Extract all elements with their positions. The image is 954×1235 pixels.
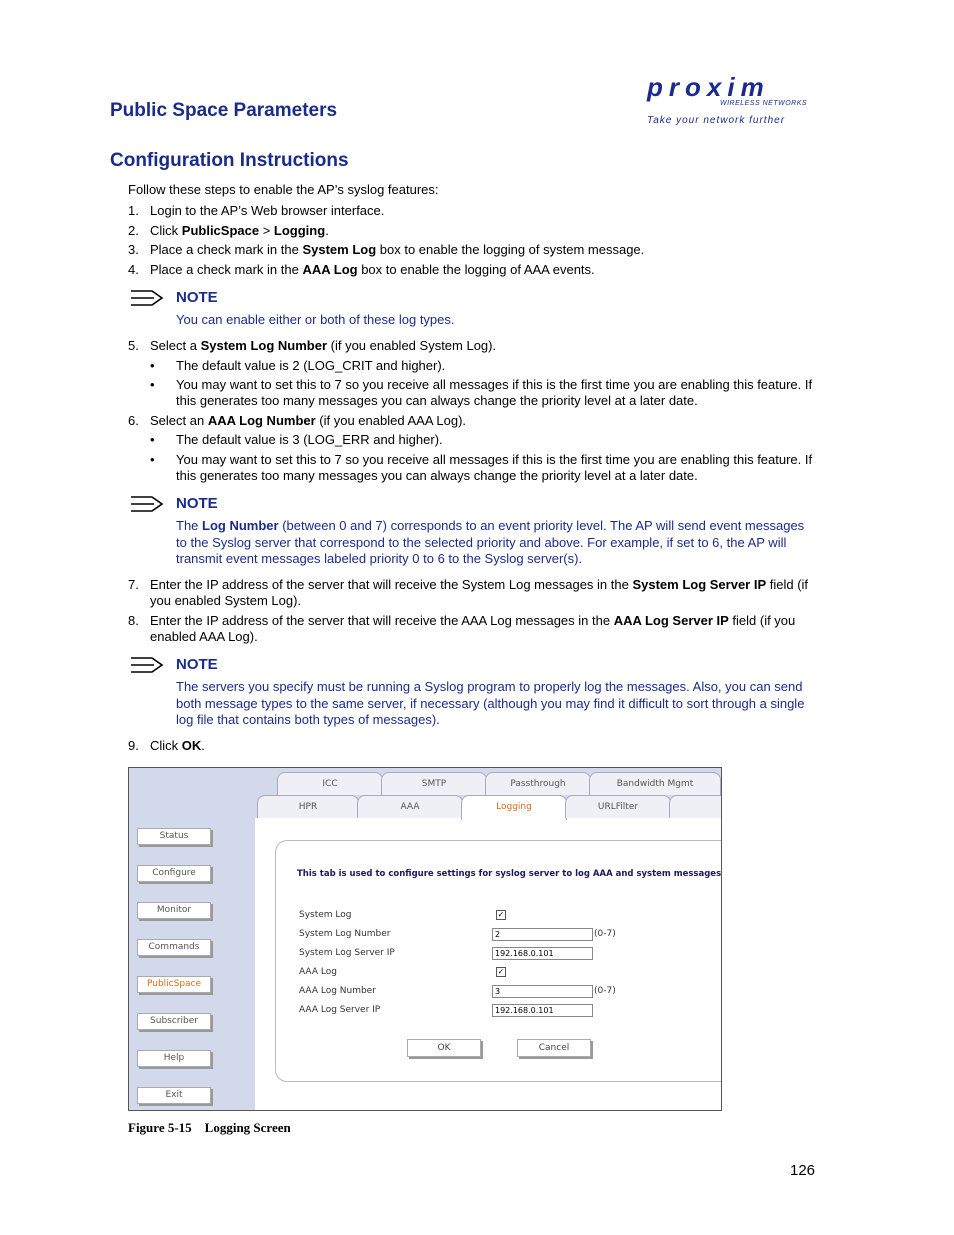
tab-urlfilter[interactable]: URLFilter — [565, 795, 671, 818]
note-2-text: The Log Number (between 0 and 7) corresponds to an event priority level. The AP will send event messages to the Syslog server that correspond to the selected priority and above. For example, if set to 6, the AP will transmit event messages labeled priority 0 to 6 to the Syslog server(s). — [176, 518, 805, 566]
tab-passthrough[interactable]: Passthrough — [485, 772, 591, 795]
note-3-text: The servers you specify must be running a Syslog program to properly log the messages. Also, you can send both message types to the same server, if necessary (although you may find it difficult to sort through a single log file that contains both types of messages). — [176, 679, 805, 727]
nav-commands-button[interactable]: Commands — [137, 939, 211, 956]
aaa-log-checkbox[interactable]: ✓ — [497, 967, 505, 976]
tab-logging[interactable]: Logging — [461, 795, 567, 820]
note-label: NOTE — [176, 495, 218, 512]
nav-sidebar — [129, 768, 255, 1110]
bullet: • — [150, 452, 155, 467]
cancel-button[interactable]: Cancel — [517, 1039, 591, 1057]
step-5-text: Select a System Log Number (if you enabled System Log). — [150, 338, 497, 353]
nav-status-button[interactable]: Status — [137, 828, 211, 845]
step-number: 4. — [128, 262, 139, 277]
note-icon — [130, 657, 164, 673]
logging-screen-figure — [128, 767, 722, 1111]
aaa-log-number-input[interactable]: 3 — [492, 985, 593, 998]
step-number: 6. — [128, 413, 139, 428]
tab-bandwidth-mgmt[interactable]: Bandwidth Mgmt — [589, 772, 721, 795]
tab-smtp[interactable]: SMTP — [381, 772, 487, 795]
aaa-log-label: AAA Log — [299, 967, 337, 977]
system-log-checkbox[interactable]: ✓ — [497, 910, 505, 919]
nav-configure-button[interactable]: Configure — [137, 865, 211, 882]
bullet: • — [150, 432, 155, 447]
step-6-text: Select an AAA Log Number (if you enabled AAA Log). — [150, 413, 467, 428]
note-1-text: You can enable either or both of these log types. — [176, 312, 455, 327]
step-7-text: Enter the IP address of the server that will receive the System Log messages in the System Log Server IP field (if you enabled System Log). — [150, 577, 809, 608]
bullet: • — [150, 377, 155, 392]
proxim-logo — [645, 72, 815, 132]
section-title: Public Space Parameters — [110, 100, 338, 121]
nav-exit-button[interactable]: Exit — [137, 1087, 211, 1104]
step-9-text: Click OK. — [150, 738, 205, 753]
note-label: NOTE — [176, 656, 218, 673]
intro-text: Follow these steps to enable the AP’s syslog features: — [128, 182, 439, 197]
nav-subscriber-button[interactable]: Subscriber — [137, 1013, 211, 1030]
nav-help-button[interactable]: Help — [137, 1050, 211, 1067]
step-5-bullet-1: The default value is 2 (LOG_CRIT and higher). — [176, 358, 446, 373]
figure-caption: Figure 5-15 Logging Screen — [128, 1120, 291, 1135]
logo-word: proxim — [647, 72, 770, 102]
step-2-text: Click PublicSpace > Logging. — [150, 223, 329, 238]
ok-button[interactable]: OK — [407, 1039, 481, 1057]
system-log-label: System Log — [299, 910, 352, 920]
system-log-number-label: System Log Number — [299, 929, 391, 939]
aaa-log-server-ip-label: AAA Log Server IP — [299, 1005, 381, 1015]
step-number: 9. — [128, 738, 139, 753]
logo-tagline: Take your network further — [647, 115, 786, 126]
tab-spacer — [669, 795, 722, 818]
note-icon — [130, 290, 164, 306]
step-number: 7. — [128, 577, 139, 592]
tab-hpr[interactable]: HPR — [257, 795, 359, 818]
page-number: 126 — [790, 1162, 816, 1179]
system-log-number-range: (0-7) — [594, 929, 616, 939]
step-3-text: Place a check mark in the System Log box to enable the logging of system message. — [150, 242, 645, 257]
step-number: 5. — [128, 338, 139, 353]
step-number: 2. — [128, 223, 139, 238]
aaa-log-number-range: (0-7) — [594, 986, 616, 996]
note-label: NOTE — [176, 289, 218, 306]
step-1-text: Login to the AP’s Web browser interface. — [150, 203, 385, 218]
panel-description: This tab is used to configure settings for syslog server to log AAA and system messages — [297, 869, 722, 879]
page-heading: Configuration Instructions — [110, 150, 349, 171]
aaa-log-number-label: AAA Log Number — [299, 986, 376, 996]
step-number: 3. — [128, 242, 139, 257]
system-log-number-input[interactable]: 2 — [492, 928, 593, 941]
step-number: 8. — [128, 613, 139, 628]
step-5-bullet-2: You may want to set this to 7 so you receive all messages if this is the first time you are enabling this feature. If this generates too many messages you can always change the priority level at a later date. — [176, 377, 813, 408]
step-4-text: Place a check mark in the AAA Log box to enable the logging of AAA events. — [150, 262, 595, 277]
system-log-server-ip-label: System Log Server IP — [299, 948, 395, 958]
step-number: 1. — [128, 203, 139, 218]
bullet: • — [150, 358, 155, 373]
note-icon — [130, 496, 164, 512]
step-6-bullet-1: The default value is 3 (LOG_ERR and higher). — [176, 432, 443, 447]
tab-aaa[interactable]: AAA — [357, 795, 463, 818]
tab-icc[interactable]: ICC — [277, 772, 383, 795]
logo-subtitle: WIRELESS NETWORKS — [720, 100, 808, 107]
step-6-bullet-2: You may want to set this to 7 so you receive all messages if this is the first time you are enabling this feature. If this generates too many messages you can always change the priority level at a later date. — [176, 452, 813, 483]
step-8-text: Enter the IP address of the server that will receive the AAA Log messages in the AAA Log Server IP field (if you enabled AAA Log). — [150, 613, 796, 644]
logging-panel — [275, 840, 722, 1082]
nav-monitor-button[interactable]: Monitor — [137, 902, 211, 919]
aaa-log-server-ip-input[interactable]: 192.168.0.101 — [492, 1004, 593, 1017]
nav-publicspace-button[interactable]: PublicSpace — [137, 976, 211, 993]
system-log-server-ip-input[interactable]: 192.168.0.101 — [492, 947, 593, 960]
